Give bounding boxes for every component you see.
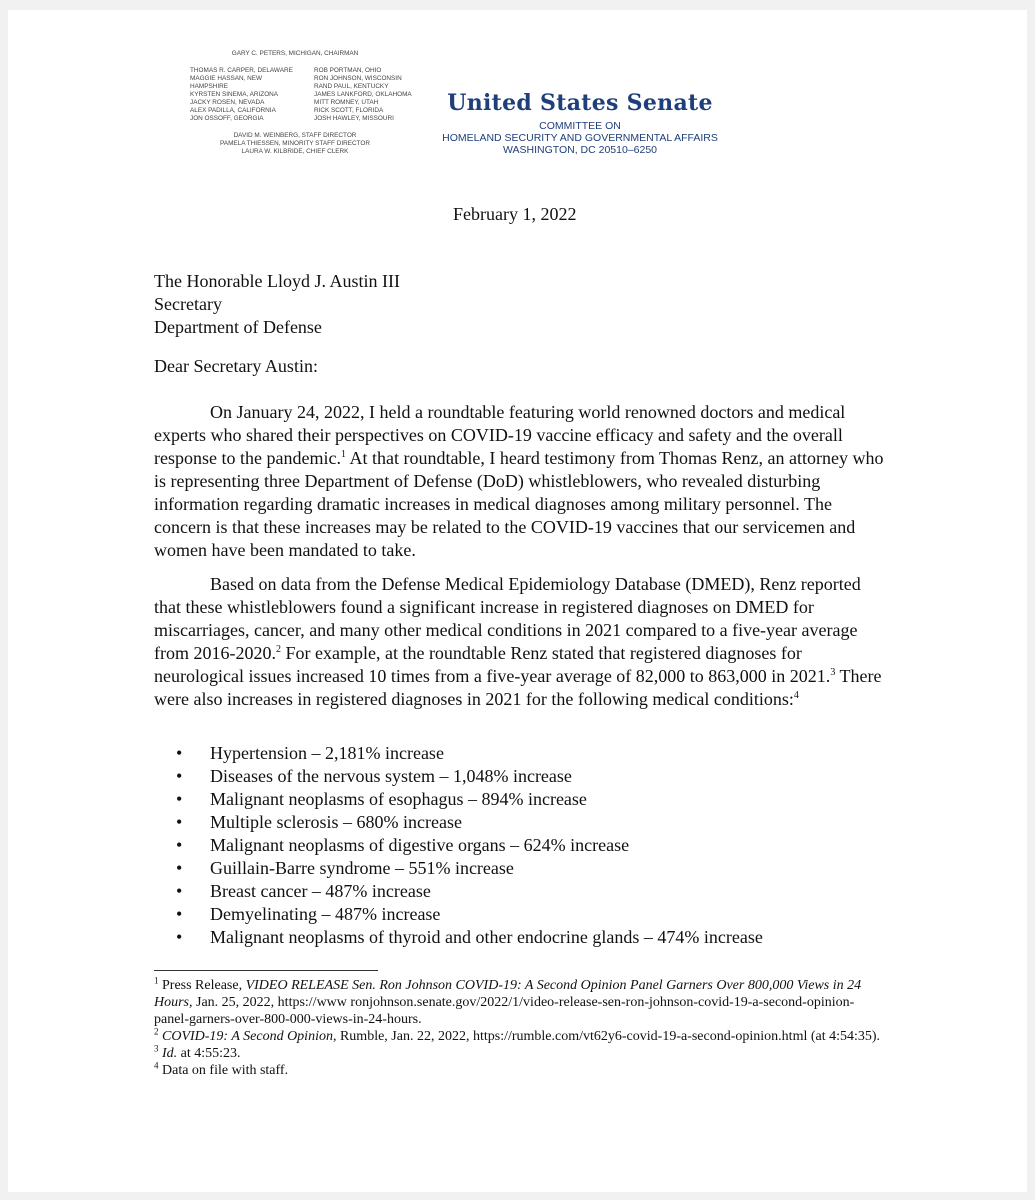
list-item	[176, 742, 876, 765]
senate-title: United States Senate	[447, 90, 713, 116]
list-item-text: Malignant neoplasms of digestive organs – 624% increase	[210, 835, 630, 855]
address-line: The Honorable Lloyd J. Austin III	[154, 271, 400, 291]
footnote	[154, 1062, 884, 1079]
member-name: JAMES LANKFORD, OKLAHOMA	[314, 91, 412, 98]
member-name: JOSH HAWLEY, MISSOURI	[314, 115, 394, 122]
committee-line: COMMITTEE ON	[539, 120, 621, 132]
member-name: THOMAS R. CARPER, DELAWARE	[190, 67, 293, 74]
member-name: KYRSTEN SINEMA, ARIZONA	[190, 91, 279, 98]
bullet-icon: •	[176, 881, 183, 901]
bullet-icon: •	[176, 766, 183, 786]
list-item	[176, 765, 876, 788]
member-name: MITT ROMNEY, UTAH	[314, 99, 379, 106]
address-line: Department of Defense	[154, 317, 322, 337]
staff-list	[160, 132, 430, 156]
member-name: ROB PORTMAN, OHIO	[314, 67, 382, 74]
viewer-border-right	[1027, 0, 1035, 1200]
footnote-title: COVID-19: A Second Opinion	[162, 1029, 333, 1044]
footnote-number: 4	[154, 1060, 159, 1071]
majority-members	[190, 67, 300, 123]
bullet-icon: •	[176, 812, 183, 832]
salutation: Dear Secretary Austin:	[154, 356, 318, 376]
member-name: ALEX PADILLA, CALIFORNIA	[190, 107, 276, 114]
footnote-divider	[154, 970, 378, 971]
footnote-ref[interactable]: 3	[830, 667, 836, 678]
paragraph-text: At that roundtable, I heard testimony from Thomas Renz, an attorney who is representing three Department of Defense (DoD) whistleblowers, who revealed disturbing information regarding dramatic increases in medical diagnoses among military personnel. The concern is that these increases may be related to the COVID-19 vaccines that our servicemen and women have been mandated to take.	[154, 448, 884, 560]
list-item-text: Guillain-Barre syndrome – 551% increase	[210, 858, 514, 878]
conditions-list	[176, 742, 876, 949]
bullet-icon: •	[176, 835, 183, 855]
list-item-text: Hypertension – 2,181% increase	[210, 743, 444, 763]
footnote-text: Data on file with staff.	[162, 1063, 289, 1078]
paragraph-2	[154, 573, 884, 711]
footnote	[154, 977, 884, 1028]
viewer-border-top	[0, 0, 1035, 10]
paragraph-1	[154, 401, 884, 562]
paragraph-text: On January 24, 2022, I held a roundtable featuring world renowned doctors and medical experts who shared their perspectives on COVID-19 vaccine efficacy and safety and the overall response to the pandemic.	[154, 402, 846, 468]
list-item	[176, 926, 876, 949]
list-item-text: Diseases of the nervous system – 1,048% increase	[210, 766, 572, 786]
bullet-icon: •	[176, 904, 183, 924]
footnote-ref[interactable]: 4	[793, 690, 799, 701]
list-item-text: Malignant neoplasms of thyroid and other endocrine glands – 474% increase	[210, 927, 763, 947]
footnote-text: Press Release,	[162, 978, 246, 993]
committee-line: WASHINGTON, DC 20510–6250	[502, 144, 658, 156]
list-item-text: Demyelinating – 487% increase	[210, 904, 441, 924]
footnote-text[interactable]: , Rumble, Jan. 22, 2022, https://rumble.com/vt62y6-covid-19-a-second-opinion.html (at 4:54:35).	[332, 1029, 881, 1044]
paragraph-text: For example, at the roundtable Renz stated that registered diagnoses for neurological issues increased 10 times from a five-year average of 82,000 to 863,000 in 2021.	[154, 643, 831, 686]
footnote-title: VIDEO RELEASE Sen. Ron Johnson COVID-19: A Second Opinion Panel Garners Over 800,000 Views in 24 Hours	[154, 978, 862, 1010]
list-item-text: Breast cancer – 487% increase	[210, 881, 431, 901]
chairman-line: GARY C. PETERS, MICHIGAN, CHAIRMAN	[231, 50, 359, 57]
viewer-border-bottom	[0, 1192, 1035, 1200]
committee-members-block	[160, 50, 430, 156]
footnote-title: Id.	[162, 1046, 178, 1061]
footnote-ref[interactable]: 1	[340, 449, 346, 460]
footnote-number: 2	[154, 1026, 159, 1037]
member-name: RAND PAUL, KENTUCKY	[314, 83, 389, 90]
list-item	[176, 811, 876, 834]
staff-name: LAURA W. KILBRIDE, CHIEF CLERK	[241, 148, 349, 155]
footnote-ref[interactable]: 2	[275, 644, 281, 655]
member-name: JACKY ROSEN, NEVADA	[190, 99, 265, 106]
bullet-icon: •	[176, 858, 183, 878]
list-item-text: Multiple sclerosis – 680% increase	[210, 812, 462, 832]
staff-name: PAMELA THIESSEN, MINORITY STAFF DIRECTOR	[220, 140, 370, 147]
paragraph-text: There were also increases in registered diagnoses in 2021 for the following medical conditions:	[154, 666, 882, 709]
committee-name	[420, 120, 740, 156]
letter-date: February 1, 2022	[453, 204, 577, 224]
paragraph-text: Based on data from the Defense Medical Epidemiology Database (DMED), Renz reported that these whistleblowers found a significant increase in registered diagnoses on DMED for miscarriages, cancer, and many other medical conditions in 2021 compared to a five-year average from 2016-2020.	[154, 574, 861, 663]
senate-header	[420, 90, 740, 156]
bullet-icon: •	[176, 743, 183, 763]
footnote	[154, 1045, 884, 1062]
bullet-icon: •	[176, 789, 183, 809]
bullet-icon: •	[176, 927, 183, 947]
committee-line: HOMELAND SECURITY AND GOVERNMENTAL AFFAIRS	[442, 132, 718, 144]
list-item	[176, 903, 876, 926]
footnote	[154, 1028, 884, 1045]
footnote-text: at 4:55:23.	[177, 1046, 241, 1061]
member-name: RON JOHNSON, WISCONSIN	[314, 75, 402, 82]
footnote-number: 3	[154, 1043, 159, 1054]
footnotes	[154, 977, 884, 1079]
footnote-text[interactable]: , Jan. 25, 2022, https://www ronjohnson.senate.gov/2022/1/video-release-sen-ron-johnson-covid-19-a-second-opinion-panel-garners-over-800-000-views-in-24-hours.	[154, 995, 855, 1027]
list-item	[176, 857, 876, 880]
list-item	[176, 880, 876, 903]
list-item	[176, 834, 876, 857]
member-name: RICK SCOTT, FLORIDA	[314, 107, 384, 114]
address-line: Secretary	[154, 294, 222, 314]
footnote-number: 1	[154, 975, 159, 986]
minority-members	[314, 67, 424, 123]
member-name: MAGGIE HASSAN, NEW HAMPSHIRE	[190, 75, 263, 90]
member-name: JON OSSOFF, GEORGIA	[190, 115, 264, 122]
recipient-address	[154, 270, 884, 339]
staff-name: DAVID M. WEINBERG, STAFF DIRECTOR	[233, 132, 357, 139]
list-item-text: Malignant neoplasms of esophagus – 894% increase	[210, 789, 587, 809]
viewer-border-left	[0, 0, 8, 1200]
list-item	[176, 788, 876, 811]
